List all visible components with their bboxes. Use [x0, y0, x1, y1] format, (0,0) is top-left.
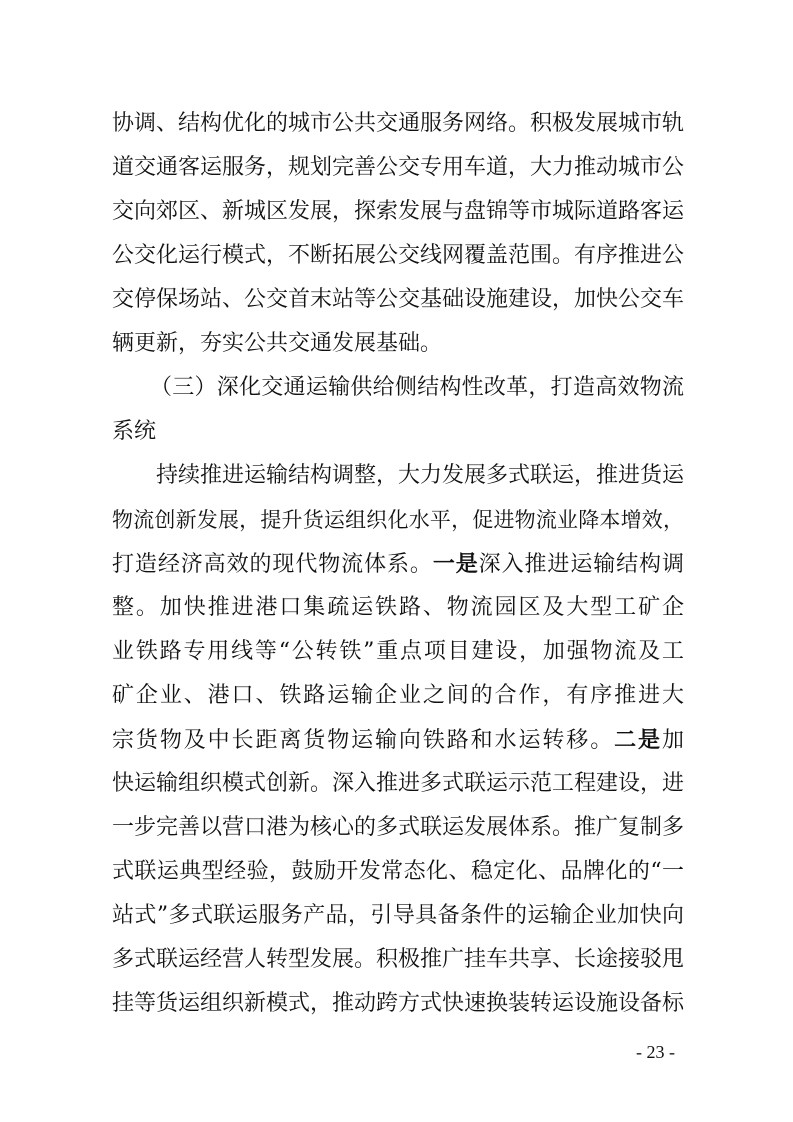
paragraph2-line-1: 持续推进运输结构调整，大力发展多式联运，推进货运 [156, 463, 684, 488]
page-number: - 23 - [636, 1042, 675, 1062]
paragraph2-line-4: 整。加快推进港口集疏运铁路、物流园区及大型工矿企 [112, 595, 684, 620]
paragraph2-line-13: 挂等货运组织新模式，推动跨方式快速换装转运设施设备标 [112, 991, 684, 1016]
section-heading-line-2: 系统 [112, 419, 157, 444]
paragraph2-line-5: 业铁路专用线等“公转铁”重点项目建设，加强物流及工 [112, 639, 684, 664]
section-heading-line-1: （三）深化交通运输供给侧结构性改革，打造高效物流 [150, 375, 684, 400]
paragraph2-line-7 [112, 720, 684, 760]
paragraph2-line-7-text-b: 加 [661, 728, 684, 753]
paragraph2-line-12: 多式联运经营人转型发展。积极推广挂车共享、长途接驳甩 [112, 947, 684, 972]
paragraph2-line-3-text-b: 深入推进运输结构调 [478, 552, 684, 577]
paragraph2-line-2: 物流创新发展，提升货运组织化水平，促进物流业降本增效， [112, 508, 684, 532]
paragraph2-line-11: 站式”多式联运服务产品，引导具备条件的运输企业加快向 [112, 903, 684, 928]
paragraph1-line-5: 交停保场站、公交首末站等公交基础设施建设，加快公交车 [112, 287, 684, 312]
paragraph1-line-1: 协调、结构优化的城市公共交通服务网络。积极发展城市轨 [112, 111, 684, 136]
emphasis-second-point: 二是 [614, 727, 662, 753]
emphasis-first-point: 一是 [432, 551, 479, 577]
paragraph1-line-3: 交向郊区、新城区发展，探索发展与盘锦等市城际道路客运 [112, 199, 684, 224]
paragraph2-line-8: 快运输组织模式创新。深入推进多式联运示范工程建设，进 [112, 771, 684, 796]
paragraph1-line-6: 辆更新，夯实公共交通发展基础。 [112, 331, 443, 356]
paragraph1-line-2: 道交通客运服务，规划完善公交专用车道，大力推动城市公 [112, 155, 684, 180]
paragraph2-line-6: 矿企业、港口、铁路运输企业之间的合作，有序推进大 [112, 683, 684, 708]
paragraph2-line-9: 一步完善以营口港为核心的多式联运发展体系。推广复制多 [112, 815, 684, 840]
paragraph2-line-3-text-a: 打造经济高效的现代物流体系。 [112, 552, 433, 577]
paragraph2-line-7-text-a: 宗货物及中长距离货物运输向铁路和水运转移。 [112, 728, 615, 753]
paragraph1-line-4: 公交化运行模式，不断拓展公交线网覆盖范围。有序推进公 [112, 243, 684, 268]
paragraph2-line-3 [112, 544, 684, 584]
paragraph2-line-10: 式联运典型经验，鼓励开发常态化、稳定化、品牌化的“一 [112, 859, 684, 884]
